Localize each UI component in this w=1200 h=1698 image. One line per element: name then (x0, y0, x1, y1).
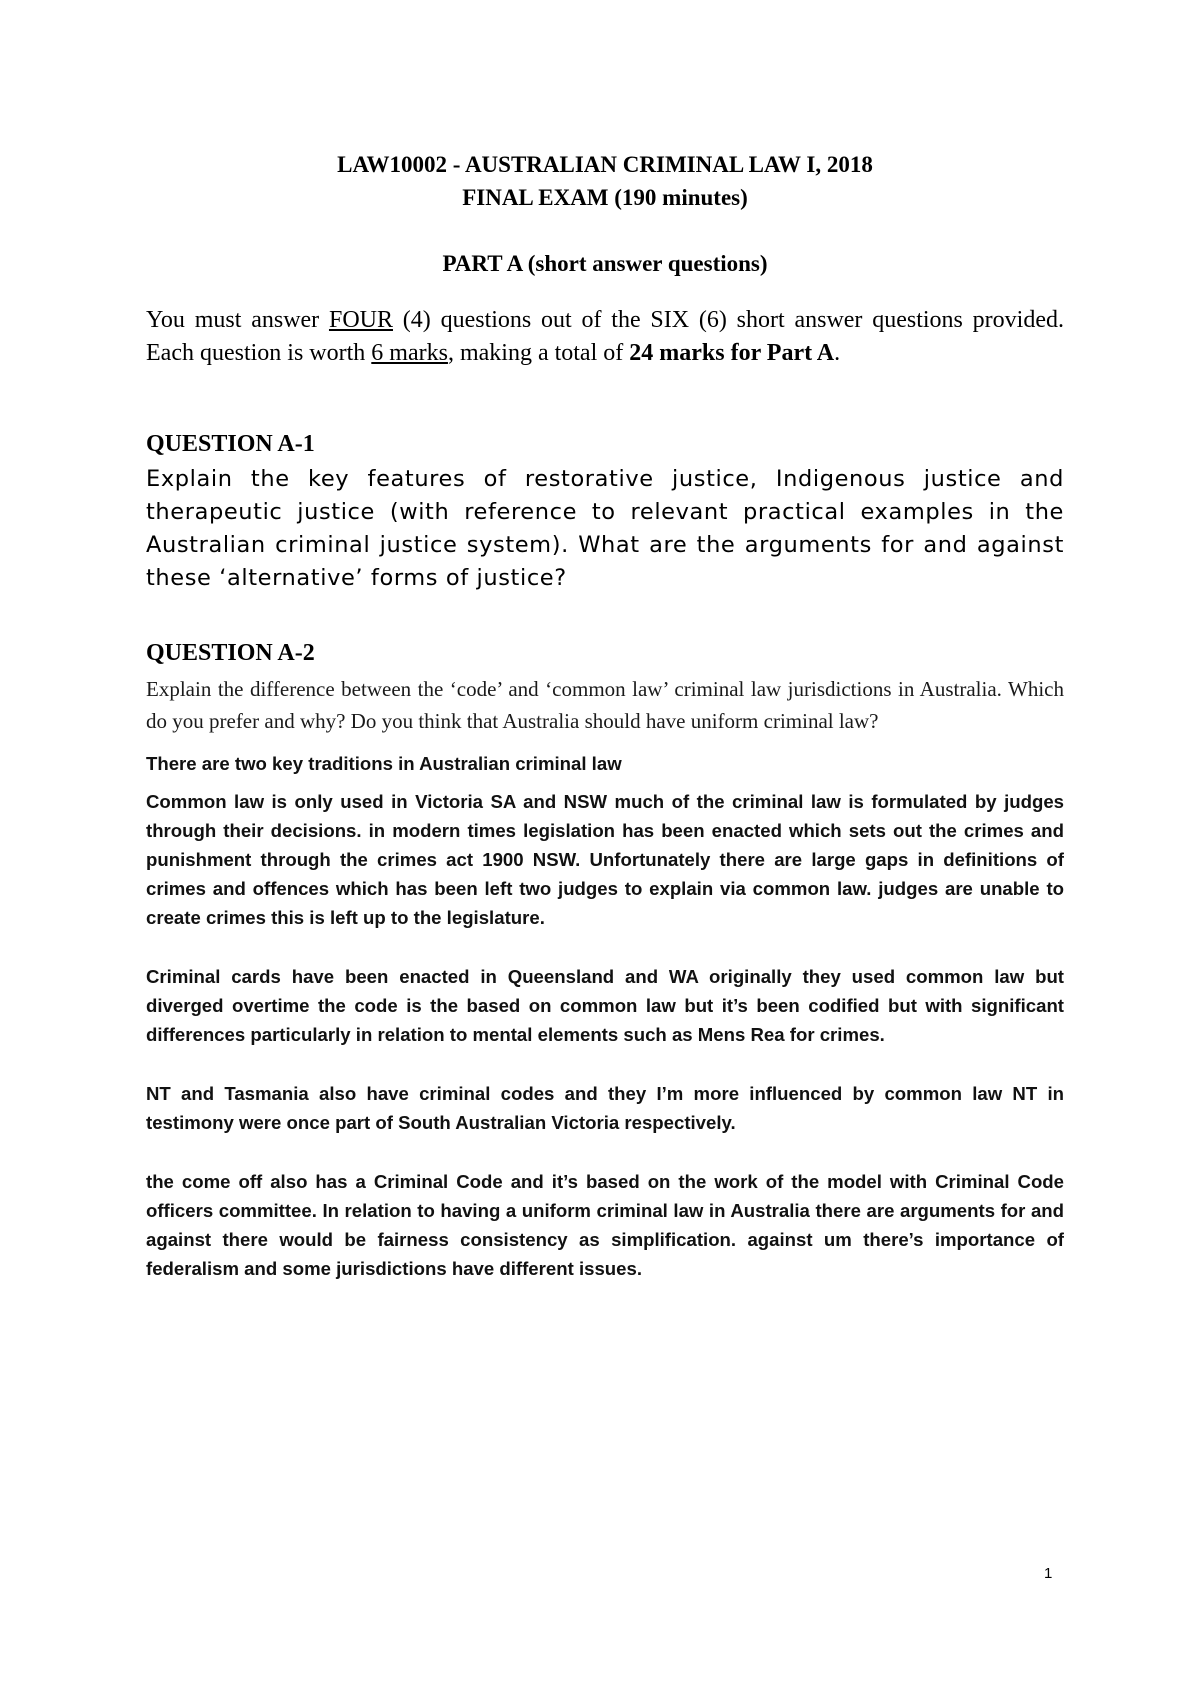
answer-paragraph-3: Criminal cards have been enacted in Queensland and WA originally they used common law but diverged overtime the code is the based on common law but it’s been codified but with significant differences particularly in relation to mental elements such as Mens Rea for crimes. (146, 966, 1064, 1045)
question-a2-heading: QUESTION A-2 (146, 640, 315, 666)
exam-title-line-1: LAW10002 - AUSTRALIAN CRIMINAL LAW I, 2018 (337, 152, 873, 177)
answer-paragraph-5: the come off also has a Criminal Code and it’s based on the work of the model with Criminal Code officers committee. In relation to having a uniform criminal law in Australia there are arguments for and against there would be fairness consistency as simplification. against um there’s importance of federalism and some jurisdictions have different issues. (146, 1171, 1064, 1279)
part-a-instructions (146, 304, 1064, 370)
instructions-text-3: , making a total of (447, 340, 630, 366)
instructions-text-2: (4) questions out of the SIX (6) short answer questions provided. Each question is worth (146, 307, 1064, 366)
answer-paragraph-4: NT and Tasmania also have criminal codes and they I’m more influenced by common law NT in testimony were once part of South Australian Victoria respectively. (146, 1083, 1064, 1133)
answer-paragraph-2: Common law is only used in Victoria SA and NSW much of the criminal law is formulated by judges through their decisions. in modern times legislation has been enacted which sets out the crimes and punishment through the crimes act 1900 NSW. Unfortunately there are large gaps in definitions of crimes and offences which has been left two judges to explain via common law. judges are unable to create crimes this is left up to the legislature. (146, 791, 1064, 928)
instructions-marks: 6 marks (371, 340, 448, 366)
instructions-text-1: You must answer (146, 307, 329, 333)
question-a1-heading: QUESTION A-1 (146, 431, 315, 457)
answer-paragraph-1: There are two key traditions in Australian criminal law (146, 753, 622, 774)
exam-title (146, 148, 1064, 214)
exam-title-line-2: FINAL EXAM (190 minutes) (462, 185, 748, 210)
question-a2-body: Explain the difference between the ‘code’ and ‘common law’ criminal law jurisdictions in Australia. Which do you prefer and why? Do you think that Australia should have uniform criminal law? (146, 677, 1064, 733)
instructions-four: FOUR (328, 307, 393, 333)
document-content (146, 148, 1064, 1283)
page-number: 1 (1044, 1565, 1053, 1582)
part-a-heading: PART A (short answer questions) (442, 251, 768, 276)
question-a1-body: Explain the key features of restorative justice, Indigenous justice and therapeutic justice (with reference to relevant practical examples in the Australian criminal justice system). What are the arguments for and against these ‘alternative’ forms of justice? (146, 466, 1064, 591)
instructions-text-4: . (834, 340, 841, 366)
instructions-total: 24 marks for Part A (629, 340, 835, 366)
